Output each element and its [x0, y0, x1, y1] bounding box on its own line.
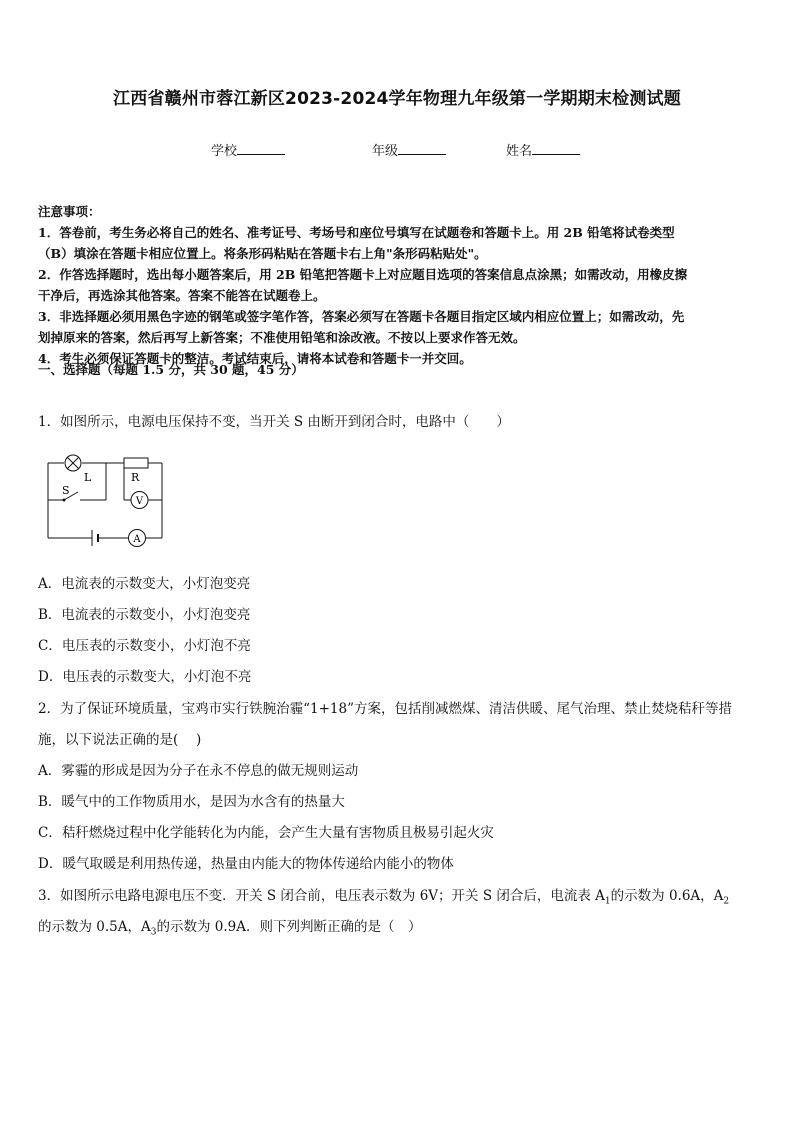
notice-line: 1．答卷前，考生务必将自己的姓名、准考证号、考场号和座位号填写在试题卷和答题卡上。用 2B 铅笔将试卷类型 — [38, 225, 675, 240]
notice-heading: 注意事项： — [38, 204, 101, 219]
q3-sub: 1 — [604, 896, 611, 907]
q2-option-d: D．暖气取暖是利用热传递，热量由内能大的物体传递给内能小的物体 — [38, 856, 454, 872]
q3-text: 3．如图所示电路电源电压不变．开关 S 闭合前，电压表示数为 6V；开关 S 闭合后，电流表 A — [38, 888, 605, 904]
school-label: 学校 — [211, 144, 238, 159]
question-3-stem-line-2 — [38, 915, 422, 938]
switch-label: S — [62, 484, 70, 497]
q1-option-c: C．电压表的示数变小，小灯泡不亮 — [38, 638, 251, 654]
q2-option-a: A．雾霾的形成是因为分子在永不停息的做无规则运动 — [38, 763, 359, 779]
q3-sub: 2 — [723, 896, 730, 907]
switch-icon — [63, 499, 66, 502]
notice-line: 干净后，再选涂其他答案。答案不能答在试题卷上。 — [38, 288, 326, 303]
q2-option-b: B．暖气中的工作物质用水，是因为水含有的热量大 — [38, 794, 345, 810]
lamp-label: L — [84, 471, 92, 484]
notice-line: 4．考生必须保证答题卡的整洁。考试结束后，请将本试卷和答题卡一并交回。 — [38, 351, 472, 366]
resistor-icon — [124, 458, 148, 468]
question-1-stem: 1．如图所示，电源电压保持不变，当开关 S 由断开到闭合时，电路中（ ） — [38, 414, 510, 430]
grade-label: 年级 — [372, 144, 399, 159]
circuit-diagram — [40, 450, 170, 550]
q1-option-a: A．电流表的示数变大，小灯泡变亮 — [38, 576, 251, 592]
q3-text: 的示数为 0.9A．则下列判断正确的是（ ） — [156, 919, 422, 935]
grade-field — [372, 140, 446, 159]
question-3-stem-line-1 — [38, 884, 729, 907]
school-field — [211, 140, 285, 159]
ammeter-label: A — [133, 534, 141, 545]
q3-sub: 3 — [150, 927, 157, 938]
q3-text: 的示数为 0.6A，A — [610, 888, 724, 904]
question-2-stem-line-1: 2．为了保证环境质量，宝鸡市实行铁腕治霾“1+18”方案，包括削减燃煤、清洁供暖、尾气治理、禁止焚烧秸秆等措 — [38, 701, 732, 717]
notice-line: （B）填涂在答题卡相应位置上。将条形码粘贴在答题卡右上角"条形码粘贴处"。 — [38, 246, 487, 261]
resistor-label: R — [131, 471, 140, 484]
page-title: 江西省赣州市蓉江新区2023-2024学年物理九年级第一学期期末检测试题 — [113, 89, 681, 109]
q2-option-c: C．秸秆燃烧过程中化学能转化为内能，会产生大量有害物质且极易引起火灾 — [38, 825, 494, 841]
name-field — [506, 140, 580, 159]
notice-line: 划掉原来的答案，然后再写上新答案；不准使用铅笔和涂改液。不按以上要求作答无效。 — [38, 330, 526, 345]
name-label: 姓名 — [506, 144, 533, 159]
name-blank — [532, 142, 580, 155]
q3-text: 的示数为 0.5A，A — [38, 919, 151, 935]
notice-block — [38, 201, 758, 369]
q1-option-b: B．电流表的示数变小，小灯泡变亮 — [38, 607, 251, 623]
grade-blank — [398, 142, 446, 155]
q1-option-d: D．电压表的示数变大，小灯泡不亮 — [38, 669, 252, 685]
voltmeter-label: V — [135, 496, 144, 507]
notice-line: 3．非选择题必须用黑色字迹的钢笔或签字笔作答，答案必须写在答题卡各题目指定区域内相应位置上；如需改动，先 — [38, 309, 685, 324]
section-heading: 一、选择题（每题 1.5 分，共 30 题，45 分） — [38, 362, 304, 377]
question-2-stem-line-2: 施，以下说法正确的是( ) — [38, 732, 202, 748]
notice-line: 2．作答选择题时，选出每小题答案后，用 2B 铅笔把答题卡上对应题目选项的答案信息点涂黑；如需改动，用橡皮擦 — [38, 267, 688, 282]
school-blank — [237, 142, 285, 155]
